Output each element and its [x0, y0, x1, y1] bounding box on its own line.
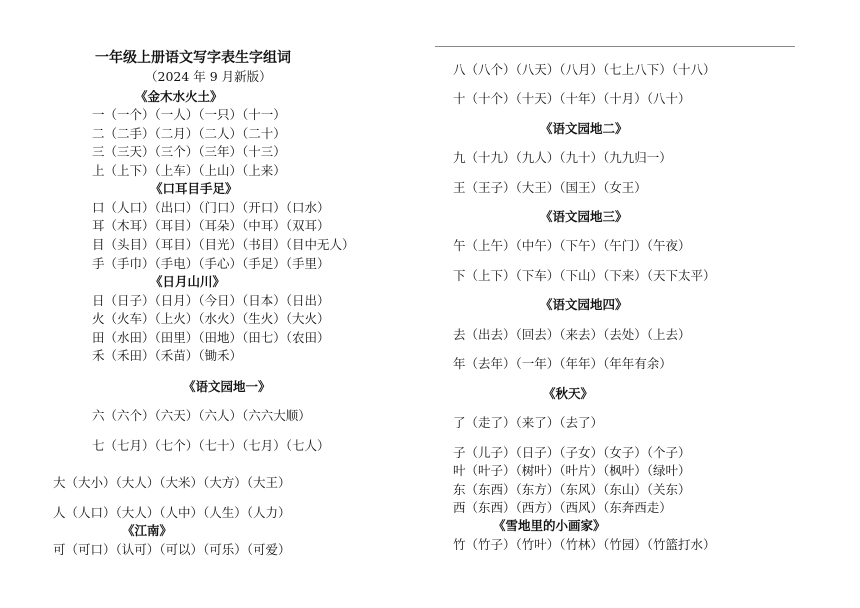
word-row: 人（人口）（大人）（人中）（人生）（人力）: [53, 505, 291, 520]
word-row: 可（可口）（认可）（可以）（可乐）（可爱）: [53, 542, 291, 557]
word-row: 下（上下）（下车）（下山）（下来）（天下太平）: [453, 268, 716, 283]
word-row: 八（八个）（八天）（八月）（七上八下）（十八）: [453, 62, 716, 77]
lesson-heading: 《日月山川》: [150, 274, 226, 289]
word-row: 手（手巾）（手电）（手心）（手足）（手里）: [92, 256, 330, 271]
word-row: 王（王子）（大王）（国王）（女王）: [453, 180, 647, 195]
word-row: 上（上下）（上车）（上山）（上来）: [92, 163, 286, 178]
word-row: 火（火车）（上火）（水火）（生火）（大火）: [92, 311, 330, 326]
word-row: 竹（竹子）（竹叶）（竹林）（竹园）（竹篮打水）: [453, 537, 716, 552]
lesson-heading: 《语文园地四》: [540, 297, 628, 312]
word-row: 口（人口）（出口）（门口）（开口）（口水）: [92, 200, 330, 215]
word-row: 午（上午）（中午）（下午）（午门）（午夜）: [453, 238, 691, 253]
word-row: 东（东西）（东方）（东风）（东山）（关东）: [453, 482, 691, 497]
word-row: 了（走了）（来了）（去了）: [453, 415, 604, 430]
word-row: 去（出去）（回去）（来去）（去处）（上去）: [453, 327, 691, 342]
word-row: 目（头目）（耳目）（目光）（书目）（目中无人）: [92, 237, 355, 252]
lesson-heading: 《金木水火土》: [135, 89, 223, 104]
word-row: 日（日子）（日月）（今日）（日本）（日出）: [92, 293, 330, 308]
word-row: 一（一个）（一人）（一只）（十一）: [92, 107, 286, 122]
word-row: 耳（木耳）（耳目）（耳朵）（中耳）（双耳）: [92, 218, 330, 233]
word-row: 六（六个）（六天）（六人）（六六大顺）: [92, 408, 311, 423]
word-row: 西（东西）（西方）（西风）（东奔西走）: [453, 500, 672, 515]
word-row: 七（七月）（七个）（七十）（七月）（七人）: [92, 438, 330, 453]
word-row: 三（三天）（三个）（三年）（十三）: [92, 144, 286, 159]
top-rule: [435, 46, 795, 47]
lesson-heading: 《江南》: [122, 523, 173, 538]
lesson-heading: 《秋天》: [543, 386, 594, 401]
word-row: 九（十九）（九人）（九十）（九九归一）: [453, 150, 672, 165]
word-row: 子（儿子）（日子）（子女）（女子）（个子）: [453, 445, 691, 460]
lesson-heading: 《语文园地一》: [183, 379, 271, 394]
lesson-heading: 《口耳目手足》: [150, 181, 238, 196]
word-row: 田（水田）（田里）（田地）（田七）（农田）: [92, 330, 330, 345]
word-row: 叶（叶子）（树叶）（叶片）（枫叶）（绿叶）: [453, 463, 691, 478]
word-row: 禾（禾田）（禾苗）（锄禾）: [92, 348, 243, 363]
page-subtitle: （2024 年 9 月新版）: [145, 69, 272, 84]
lesson-heading: 《雪地里的小画家》: [493, 518, 606, 533]
word-row: 年（去年）（一年）（年年）（年年有余）: [453, 356, 672, 371]
word-row: 二（二手）（二月）（二人）（二十）: [92, 126, 286, 141]
word-row: 十（十个）（十天）（十年）（十月）（八十）: [453, 91, 691, 106]
lesson-heading: 《语文园地三》: [540, 209, 628, 224]
page-title: 一年级上册语文写字表生字组词: [95, 50, 291, 66]
lesson-heading: 《语文园地二》: [540, 121, 628, 136]
word-row: 大（大小）（大人）（大米）（大方）（大王）: [53, 475, 291, 490]
